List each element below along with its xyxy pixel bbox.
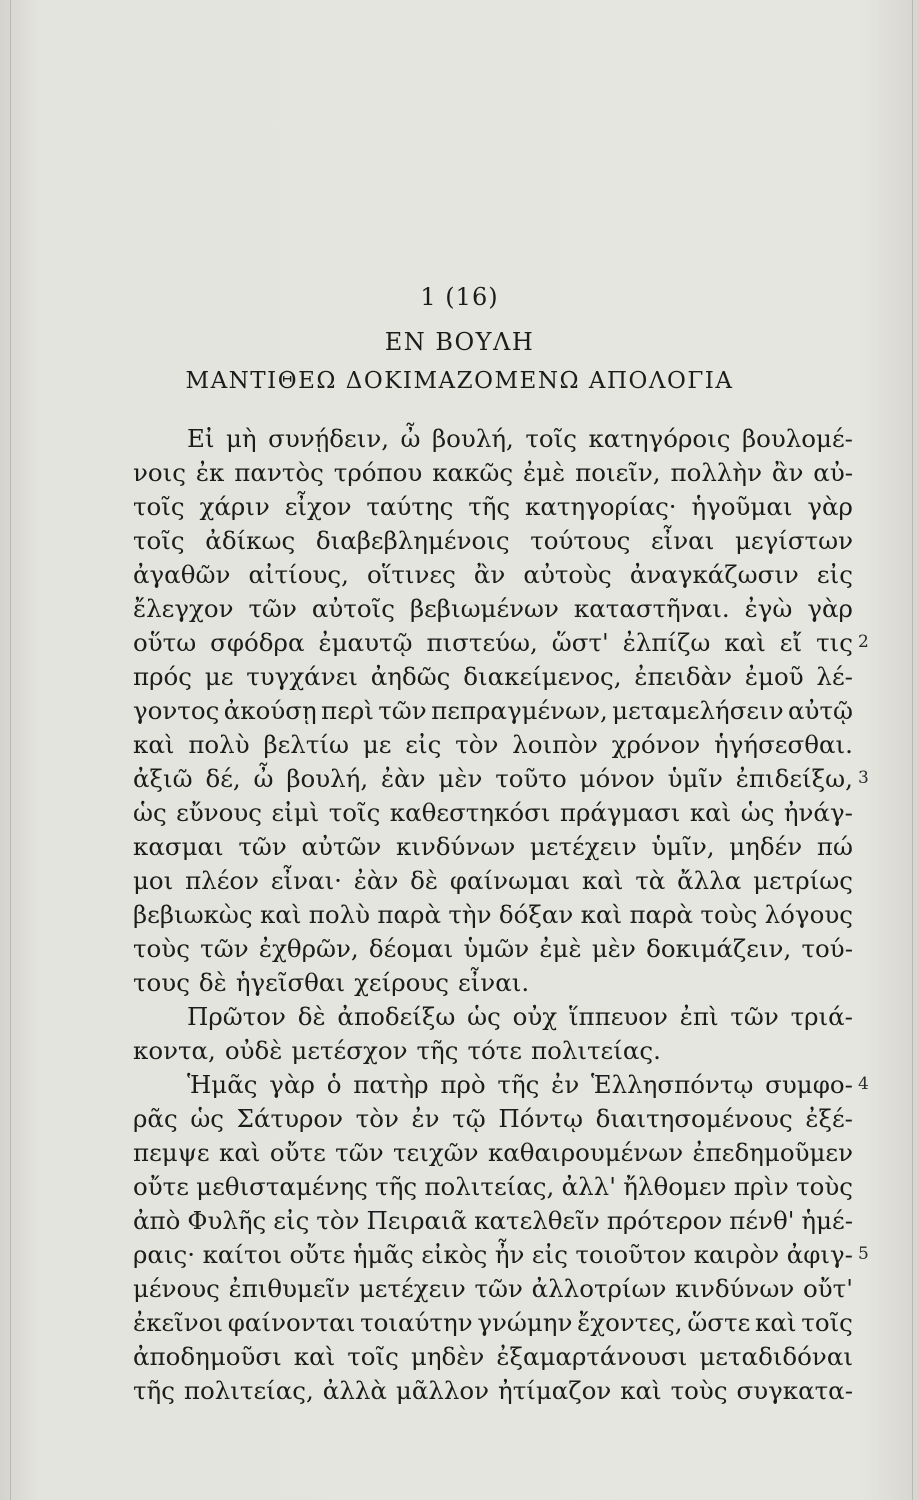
text-line: ἐκεῖνοι φαίνονται τοιαύτην γνώμην ἔχοντες, ὥστε καὶ τοῖς <box>133 1308 853 1337</box>
text-line: γοντος ἀκούσῃ περὶ τῶν πεπραγμένων, μεταμελήσειν αὐτῷ <box>133 696 853 725</box>
text-line: ἔλεγχον τῶν αὐτοῖς βεβιωμένων καταστῆναι. ἐγὼ γὰρ <box>133 594 853 623</box>
margin-section-number: 2 <box>858 632 869 652</box>
body-text <box>133 422 853 1408</box>
text-line: τοῖς χάριν εἶχον ταύτης τῆς κατηγορίας· ἡγοῦμαι γὰρ <box>133 492 853 521</box>
text-line: Εἰ μὴ συνῄδειν, ὦ βουλή, τοῖς κατηγόροις βουλομέ- <box>187 424 853 453</box>
text-line: καὶ πολὺ βελτίω με εἰς τὸν λοιπὸν χρόνον ἡγήσεσθαι. <box>133 730 853 759</box>
text-line: νοις ἐκ παντὸς τρόπου κακῶς ἐμὲ ποιεῖν, πολλὴν ἂν αὐ- <box>133 458 853 487</box>
text-line: ἀποδημοῦσι καὶ τοῖς μηδὲν ἐξαμαρτάνουσι μεταδιδόναι <box>133 1342 853 1371</box>
text-line: τοῖς ἀδίκως διαβεβλημένοις τούτους εἶναι μεγίστων <box>133 526 853 555</box>
text-line: ραις· καίτοι οὔτε ἡμᾶς εἰκὸς ἦν εἰς τοιοῦτον καιρὸν ἀφιγ- <box>133 1240 853 1269</box>
text-line: Ἡμᾶς γὰρ ὁ πατὴρ πρὸ τῆς ἐν Ἑλλησπόντῳ συμφο- <box>187 1070 853 1099</box>
text-line: τοὺς τῶν ἐχθρῶν, δέομαι ὑμῶν ἐμὲ μὲν δοκιμάζειν, τού- <box>133 934 853 963</box>
text-line: πεμψε καὶ οὔτε τῶν τειχῶν καθαιρουμένων ἐπεδημοῦμεν <box>133 1138 853 1167</box>
text-line: ἀξιῶ δέ, ὦ βουλή, ἐὰν μὲν τοῦτο μόνον ὑμῖν ἐπιδείξω, <box>133 764 853 793</box>
text-line: μοι πλέον εἶναι· ἐὰν δὲ φαίνωμαι καὶ τὰ ἄλλα μετρίως <box>133 866 853 895</box>
margin-section-number: 5 <box>858 1244 869 1264</box>
heading-title: ΕΝ ΒΟΥΛΗ <box>384 328 535 356</box>
text-line: κοντα, οὐδὲ μετέσχον τῆς τότε πολιτείας. <box>133 1036 661 1065</box>
text-line: οὕτω σφόδρα ἐμαυτῷ πιστεύω, ὥστ' ἐλπίζω καὶ εἴ τις <box>133 628 853 657</box>
text-line: βεβιωκὼς καὶ πολὺ παρὰ τὴν δόξαν καὶ παρὰ τοὺς λόγους <box>133 900 853 929</box>
page-edge-left <box>10 0 11 1500</box>
text-line: ἀπὸ Φυλῆς εἰς τὸν Πειραιᾶ κατελθεῖν πρότερον πένθ' ἡμέ- <box>133 1206 853 1235</box>
text-line: ρᾶς ὡς Σάτυρον τὸν ἐν τῷ Πόντῳ διαιτησομένους ἐξέ- <box>133 1104 853 1133</box>
margin-section-number: 3 <box>858 768 869 788</box>
text-line: τους δὲ ἡγεῖσθαι χείρους εἶναι. <box>133 968 530 997</box>
text-line: κασμαι τῶν αὐτῶν κινδύνων μετέχειν ὑμῖν, μηδέν πώ <box>133 832 853 861</box>
text-line: οὔτε μεθισταμένης τῆς πολιτείας, ἀλλ' ἤλθομεν πρὶν τοὺς <box>133 1172 853 1201</box>
page-edge-right <box>912 0 913 1500</box>
text-line: ὡς εὔνους εἰμὶ τοῖς καθεστηκόσι πράγμασι καὶ ὡς ἠνάγ- <box>133 798 853 827</box>
text-line: τῆς πολιτείας, ἀλλὰ μᾶλλον ἠτίμαζον καὶ τοὺς συγκατα- <box>133 1376 853 1405</box>
chapter-number: 1 (16) <box>420 283 499 311</box>
text-line: πρός με τυγχάνει ἀηδῶς διακείμενος, ἐπειδὰν ἐμοῦ λέ- <box>133 662 853 691</box>
text-line: ἀγαθῶν αἰτίους, οἵτινες ἂν αὐτοὺς ἀναγκάζωσιν εἰς <box>133 560 853 589</box>
text-line: Πρῶτον δὲ ἀποδείξω ὡς οὐχ ἵππευον ἐπὶ τῶν τριά- <box>187 1002 853 1031</box>
margin-section-number: 4 <box>858 1074 869 1094</box>
text-line: μένους ἐπιθυμεῖν μετέχειν τῶν ἀλλοτρίων κινδύνων οὔτ' <box>133 1274 853 1303</box>
heading-subtitle: ΜΑΝΤΙΘΕΩ ΔΟΚΙΜΑΖΟΜΕΝΩ ΑΠΟΛΟΓΙΑ <box>185 368 734 394</box>
